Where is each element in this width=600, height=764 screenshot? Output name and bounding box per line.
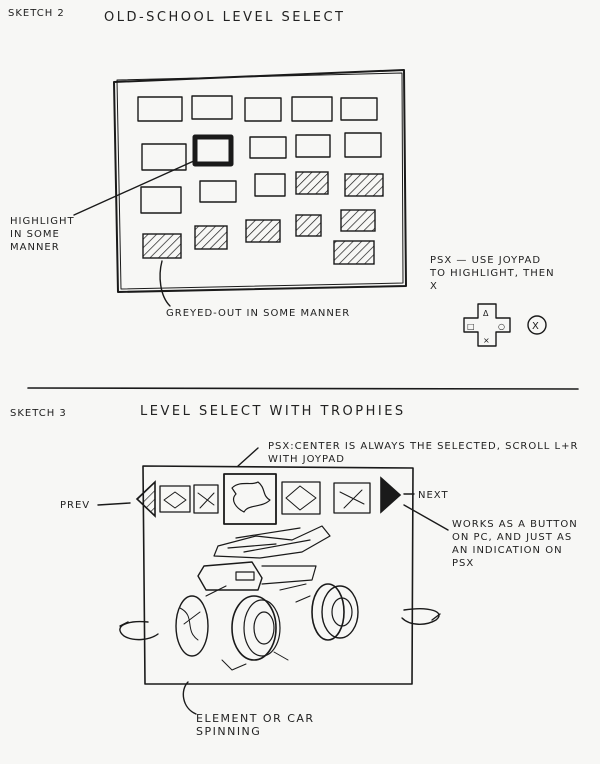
dpad-icon [464, 304, 510, 346]
level-carousel [160, 474, 370, 524]
level-box-greyed [143, 234, 181, 258]
prev-label: PREV [60, 500, 91, 511]
level-grid [138, 96, 383, 264]
carousel-tile[interactable] [282, 482, 320, 514]
level-box-greyed [341, 210, 375, 231]
level-box[interactable] [142, 144, 186, 170]
level-box[interactable] [138, 97, 182, 121]
sketch2-title: OLD-SCHOOL LEVEL SELECT [104, 10, 346, 25]
spin-pointer [183, 682, 196, 714]
rotate-left-icon [120, 622, 158, 640]
level-box-greyed [296, 215, 321, 236]
level-box[interactable] [292, 97, 332, 121]
highlight-note: HIGHLIGHT IN SOME MANNER [10, 216, 75, 253]
next-arrow-icon[interactable] [381, 478, 400, 512]
psx-note: PSX — USE JOYPAD TO HIGHLIGHT, THEN X [430, 255, 555, 292]
carousel-tile[interactable] [160, 486, 190, 512]
carousel-tile[interactable] [334, 483, 370, 513]
greyed-note: GREYED-OUT IN SOME MANNER [166, 308, 351, 319]
level-box[interactable] [245, 98, 281, 121]
triangle-symbol: Δ [483, 309, 489, 318]
prev-pointer [98, 503, 130, 505]
center-pointer [238, 448, 258, 466]
x-button-icon [528, 316, 546, 334]
level-box-greyed [195, 226, 227, 249]
level-box-greyed [345, 174, 383, 196]
level-box[interactable] [200, 181, 236, 202]
prev-arrow-icon[interactable] [137, 482, 155, 516]
level-box-greyed [246, 220, 280, 242]
button-note-pointer [404, 505, 448, 530]
level-box-greyed [334, 241, 374, 264]
carousel-tile-selected[interactable] [224, 474, 276, 524]
level-box[interactable] [255, 174, 285, 196]
center-note: PSX:CENTER IS ALWAYS THE SELECTED, SCROLL L+R WITH JOYPAD [268, 441, 579, 465]
spin-note: ELEMENT OR CAR SPINNING [196, 712, 315, 738]
level-box[interactable] [141, 187, 181, 213]
level-box[interactable] [250, 137, 286, 158]
sketch2-label: SKETCH 2 [8, 8, 65, 19]
cross-symbol: × [483, 336, 490, 345]
level-box[interactable] [296, 135, 330, 157]
next-label: NEXT [418, 490, 449, 501]
greyed-pointer [160, 261, 170, 306]
square-symbol: □ [467, 322, 475, 331]
sketch3-title: LEVEL SELECT WITH TROPHIES [140, 404, 406, 419]
section-divider [28, 388, 578, 389]
sketch3-label: SKETCH 3 [10, 408, 67, 419]
spinning-car-sketch [176, 526, 358, 670]
carousel-tile[interactable] [194, 485, 218, 513]
level-box-highlighted[interactable] [195, 137, 231, 164]
level-box[interactable] [192, 96, 232, 119]
level-box[interactable] [345, 133, 381, 157]
level-box[interactable] [341, 98, 377, 120]
circle-symbol: ○ [498, 322, 505, 331]
button-note: WORKS AS A BUTTON ON PC, AND JUST AS AN INDICATION ON PSX [452, 519, 578, 569]
rotate-right-icon [402, 609, 440, 625]
level-box-greyed [296, 172, 328, 194]
x-button-label: X [532, 321, 539, 332]
